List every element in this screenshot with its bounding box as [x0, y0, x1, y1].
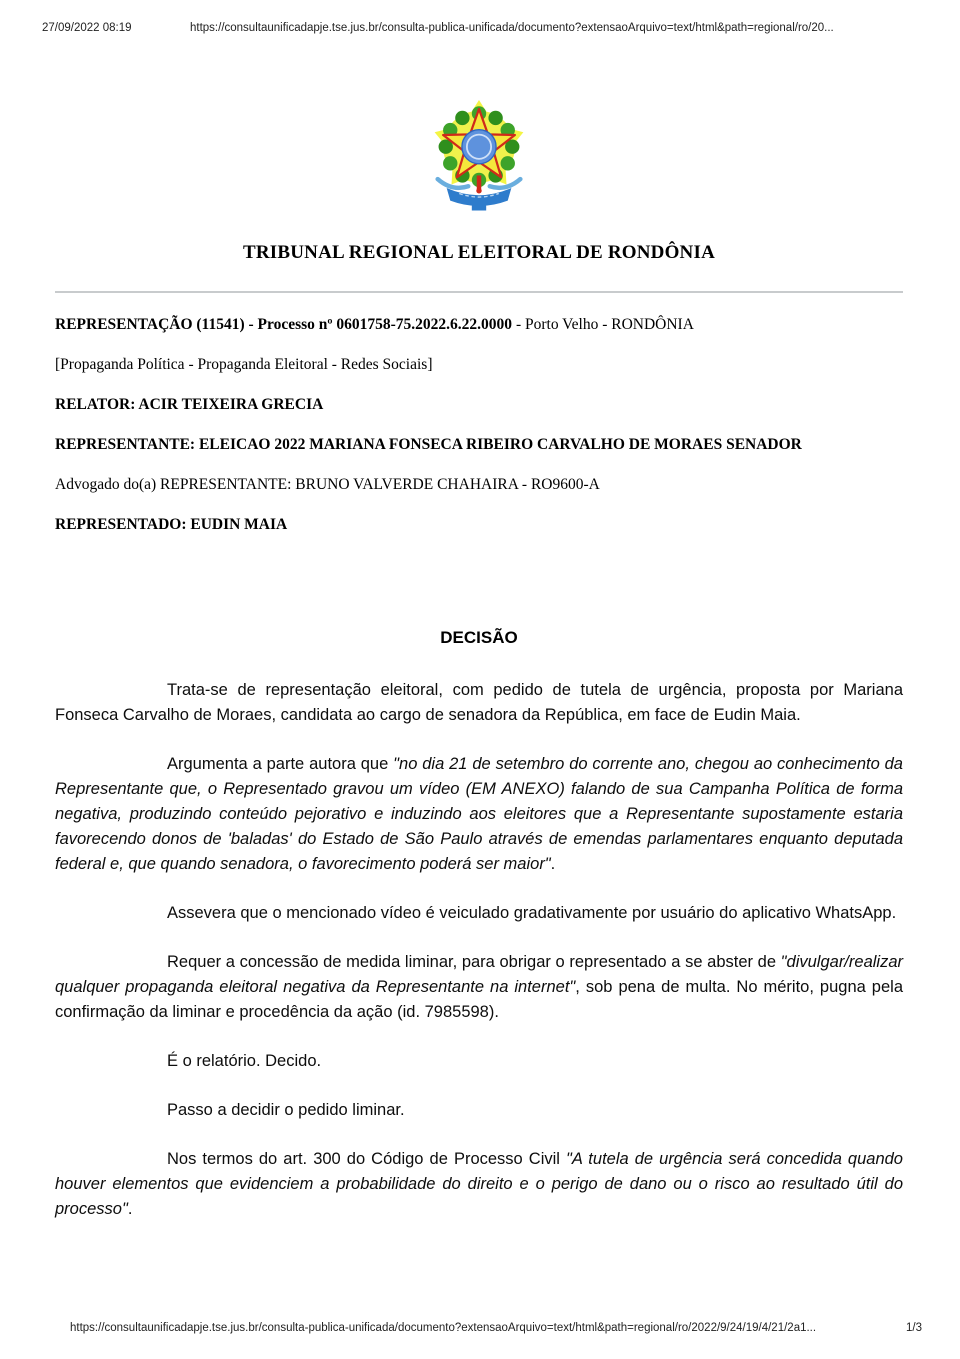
text-segment: Trata-se de representação eleitoral, com pedido de tutela de urgência, proposta por Mariana Fonseca Carvalho de Moraes, candidata ao cargo de senadora da República, em face de Eudin Maia.: [55, 681, 903, 724]
quoted-text: "no dia 21 de setembro do corrente ano, chegou ao conhecimento da Representante que, o Representado gravou um vídeo (EM ANEXO) falando de sua Campanha Política de forma negativa, produzindo conteúdo pejorativo e induzindo aos eleitores que a Representante supostamente estaria favorecendo donos de 'baladas' do Estado de São Paulo através de emendas parlamentares enquanto deputada federal e, que quando senadora, o favorecimento poderá ser maior": [55, 755, 903, 873]
text-segment: .: [127, 1200, 133, 1218]
court-title: TRIBUNAL REGIONAL ELEITORAL DE RONDÔNIA: [242, 242, 715, 263]
decision-paragraph: [55, 752, 903, 877]
title-divider: [55, 291, 903, 293]
brazil-coat-of-arms-icon: [425, 100, 533, 215]
decision-paragraph: [55, 1147, 903, 1222]
representante-line: REPRESENTANTE: ELEICAO 2022 MARIANA FONSECA RIBEIRO CARVALHO DE MORAES SENADOR: [55, 436, 802, 453]
print-header-url: https://consultaunificadapje.tse.jus.br/consulta-publica-unificada/documento?extensaoArquivo=text/html&path=regional/ro/20...: [190, 22, 834, 34]
text-segment: Argumenta a parte autora que: [167, 755, 394, 773]
decision-paragraph: [55, 901, 903, 926]
text-segment: .: [550, 855, 556, 873]
text-segment: É o relatório. Decido.: [167, 1052, 322, 1070]
text-segment: Requer a concessão de medida liminar, para obrigar o representado a se abster de: [167, 953, 781, 971]
process-line: [55, 315, 903, 334]
relator-line: RELATOR: ACIR TEIXEIRA GRECIA: [55, 396, 324, 413]
quoted-text: "divulgar/realizar qualquer propaganda eleitoral negativa da Representante na internet": [55, 953, 903, 996]
text-segment: - Porto Velho - RONDÔNIA: [512, 316, 694, 333]
print-datetime: 27/09/2022 08:19: [42, 22, 132, 34]
text-segment: Passo a decidir o pedido liminar.: [167, 1101, 405, 1119]
text-segment: , sob pena de multa. No mérito, pugna pela confirmação da liminar e procedência da ação (id. 7985598).: [55, 978, 903, 1021]
decision-paragraph: [55, 1098, 903, 1123]
quoted-text: "A tutela de urgência será concedida quando houver elementos que evidenciem a probabilidade do direito e o perigo de dano ou o risco ao resultado útil do processo": [55, 1150, 903, 1218]
case-header: [55, 315, 903, 534]
decision-paragraph: [55, 678, 903, 728]
emblem-container: [55, 100, 903, 215]
decision-paragraph: [55, 950, 903, 1025]
decision-paragraph: [55, 1049, 903, 1074]
text-segment: REPRESENTAÇÃO (11541) - Processo nº 0601758-75.2022.6.22.0000: [55, 316, 513, 333]
decision-heading: DECISÃO: [440, 628, 518, 647]
representado-line: REPRESENTADO: EUDIN MAIA: [55, 516, 288, 533]
case-subjects: [Propaganda Política - Propaganda Eleitoral - Redes Sociais]: [55, 356, 433, 373]
advogado-line: Advogado do(a) REPRESENTANTE: BRUNO VALVERDE CHAHAIRA - RO9600-A: [55, 476, 600, 493]
print-footer-url: https://consultaunificadapje.tse.jus.br/consulta-publica-unificada/documento?extensaoArquivo=text/html&path=regional/ro/2022/9/24/19/4/21/2a1...: [70, 1322, 817, 1334]
page-indicator: 1/3: [906, 1322, 922, 1334]
decision-body: [55, 678, 903, 1222]
text-segment: Assevera que o mencionado vídeo é veiculado gradativamente por usuário do aplicativo WhatsApp.: [167, 904, 897, 922]
text-segment: Nos termos do art. 300 do Código de Processo Civil: [167, 1150, 566, 1168]
